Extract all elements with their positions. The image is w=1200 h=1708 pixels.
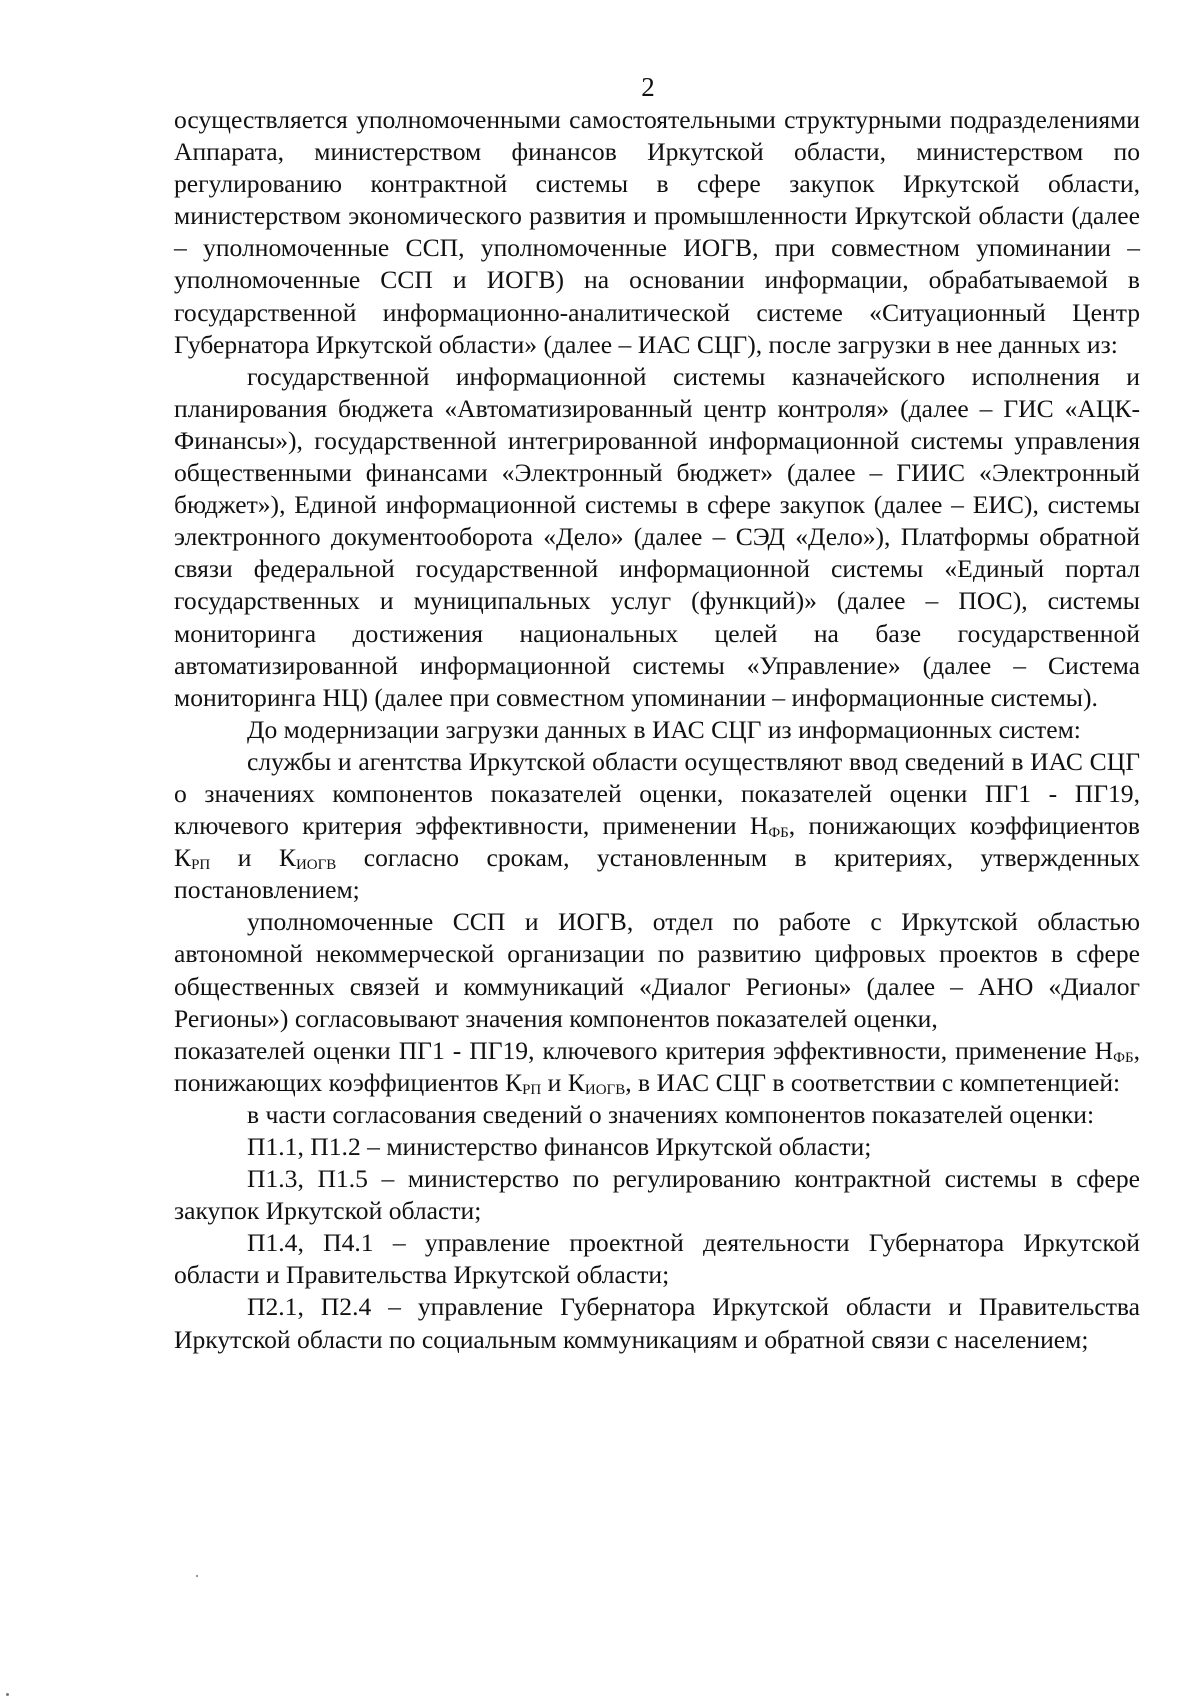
paragraph: П2.1, П2.4 – управление Губернатора Иркутской области и Правительства Иркутской области по социальным коммуникациям и обратной связи с населением;: [174, 1292, 1140, 1354]
paragraph-text: , понижающих коэффициентов К: [174, 811, 1141, 873]
paragraph-text: , в ИАС СЦГ в соответствии с компетенцией:: [625, 1067, 1121, 1097]
paragraph-text: и К: [541, 1067, 585, 1097]
paragraph: в части согласования сведений о значениях компонентов показателей оценки:: [247, 1099, 1095, 1129]
subscript-fb: ФБ: [768, 825, 789, 842]
paragraph: [174, 746, 1140, 906]
paragraph: государственной информационной системы казначейского исполнения и планирования бюджета «Автоматизированный центр контроля» (далее – ГИС «АЦК-Финансы»), государственной интегрированной информационной системы управления общественными финансами «Электронный бюджет» (далее – ГИИС «Электронный бюджет»), Единой информационной системы в сфере закупок (далее – ЕИС), системы электронного документооборота «Дело» (далее – СЭД «Дело»), Платформы обратной связи федеральной государственной информационной системы «Единый портал государственных и муниципальных услуг (функций)» (далее – ПОС), системы мониторинга достижения национальных целей на базе государственной автоматизированной информационной системы «Управление» (далее – Система мониторинга НЦ) (далее при совместном упоминании – информационные системы).: [174, 361, 1140, 712]
paragraph: осуществляется уполномоченными самостоятельными структурными подразделениями Аппарата, министерством финансов Иркутской области, министерством по регулированию контрактной системы в сфере закупок Иркутской области, министерством экономического развития и промышленности Иркутской области (далее – уполномоченные ССП, уполномоченные ИОГВ, при совместном упоминании – уполномоченные ССП и ИОГВ) на основании информации, обрабатываемой в государственной информационно-аналитической системе «Ситуационный Центр Губернатора Иркутской области» (далее – ИАС СЦГ), после загрузки в нее данных из:: [174, 105, 1140, 359]
subscript-rp: РП: [191, 857, 211, 874]
page-number: 2: [641, 72, 655, 102]
scan-speck: [6, 1693, 9, 1696]
subscript-iogv: ИОГВ: [584, 1081, 626, 1098]
paragraph: [174, 1035, 1140, 1099]
paragraph: П1.1, П1.2 – министерство финансов Иркутской области;: [247, 1132, 872, 1161]
subscript-iogv: ИОГВ: [295, 857, 337, 874]
subscript-fb: ФБ: [1113, 1049, 1134, 1066]
subscript-rp: РП: [522, 1081, 542, 1098]
paragraph: уполномоченные ССП и ИОГВ, отдел по работе с Иркутской областью автономной некоммерческой организации по развитию цифровых проектов в сфере общественных связей и коммуникаций «Диалог Регионы» (далее – АНО «Диалог Регионы») согласовывают значения компонентов показателей оценки,: [174, 907, 1140, 1033]
paragraph: П1.3, П1.5 – министерство по регулированию контрактной системы в сфере закупок Иркутской области;: [174, 1164, 1140, 1226]
paragraph-text: согласно срокам, установленным в критериях, утвержденных постановлением;: [174, 843, 1140, 905]
document-body: [174, 104, 1140, 1356]
paragraph-text: , понижающих коэффициентов К: [174, 1035, 1140, 1097]
paragraph: П1.4, П4.1 – управление проектной деятельности Губернатора Иркутской области и Правительства Иркутской области;: [174, 1228, 1140, 1290]
paragraph-text: и К: [210, 843, 296, 873]
paragraph: До модернизации загрузки данных в ИАС СЦГ из информационных систем:: [247, 714, 1081, 744]
paragraph-text: службы и агентства Иркутской области осуществляют ввод сведений в ИАС СЦГ о значениях компонентов показателей оценки, показателей оценки ПГ1 - ПГ19, ключевого критерия эффективности, применении Н: [174, 746, 1140, 841]
scan-speck: [196, 1575, 198, 1577]
paragraph-text: показателей оценки ПГ1 - ПГ19, ключевого критерия эффективности, применение Н: [174, 1035, 1114, 1065]
